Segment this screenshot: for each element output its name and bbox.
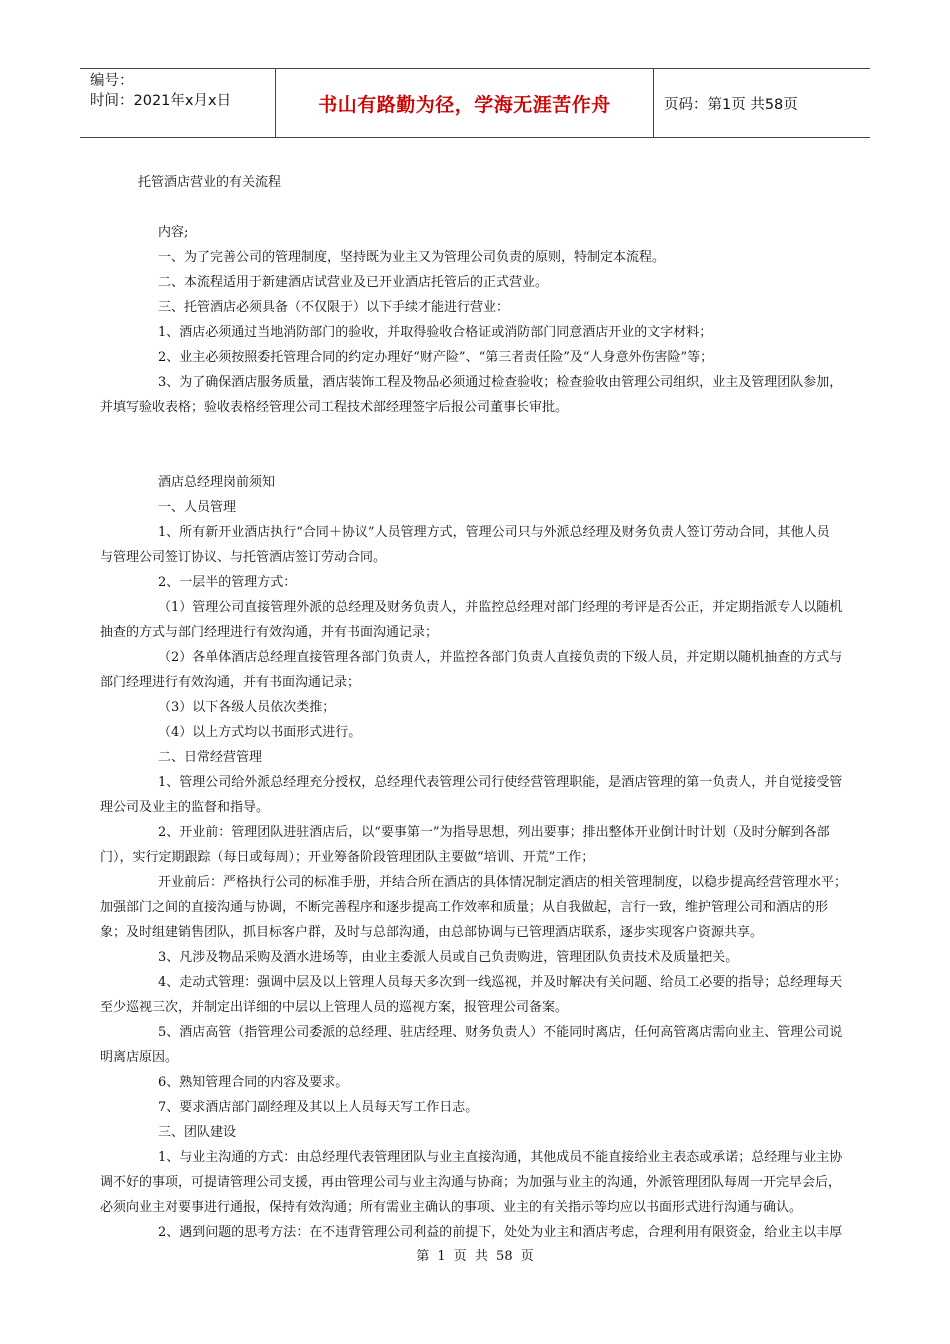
paragraph-line: 2、一层半的管理方式： [158,575,297,590]
header-page-code: 页码：第1页 共58页 [664,96,798,113]
paragraph-line: 至少巡视三次，并制定出详细的中层以上管理人员的巡视方案，报管理公司备案。 [100,1000,569,1015]
paragraph-line: 6、熟知管理合同的内容及要求。 [158,1075,349,1090]
header-motto: 书山有路勤为径，学海无涯苦作舟 [276,69,654,137]
paragraph-line: 并填写验收表格；验收表格经管理公司工程技术部经理签字后报公司董事长审批。 [100,400,569,415]
paragraph-line: （4）以上方式均以书面形式进行。 [158,725,362,740]
paragraph-line: 抽查的方式与部门经理进行有效沟通，并有书面沟通记录； [100,625,439,640]
section-heading: 二、日常经营管理 [158,750,263,765]
page-footer: 第 1 页 共 58 页 [416,1249,534,1264]
time-label: 时间：2021年x月x日 [90,93,232,109]
paragraph-line: 与管理公司签订协议、与托管酒店签订劳动合同。 [100,550,387,565]
paragraph-line: 三、托管酒店必须具备（不仅限于）以下手续才能进行营业： [158,300,510,315]
paragraph-line: 1、酒店必须通过当地消防部门的验收，并取得验收合格证或消防部门同意酒店开业的文字材料； [158,325,713,340]
paragraph-line: 内容; [158,225,189,240]
paragraph-line: 4、走动式管理：强调中层及以上管理人员每天多次到一线巡视，并及时解决有关问题、给员工必要的指导；总经理每天 [158,975,843,990]
section-heading: 三、团队建设 [158,1125,237,1140]
paragraph-line: 明离店原因。 [100,1050,179,1065]
paragraph-line: 加强部门之间的直接沟通与协调，不断完善程序和逐步提高工作效率和质量；从自我做起，言行一致，维护管理公司和酒店的形 [100,900,829,915]
section-title: 酒店总经理岗前须知 [158,475,276,490]
paragraph-line: 1、与业主沟通的方式：由总经理代表管理团队与业主直接沟通，其他成员不能直接给业主表态或承诺；总经理与业主协 [158,1150,843,1165]
paragraph-line: 3、凡涉及物品采购及酒水进场等，由业主委派人员或自己负责购进，管理团队负责技术及质量把关。 [158,950,739,965]
paragraph-line: 2、业主必须按照委托管理合同的约定办理好“财产险”、“第三者责任险”及“人身意外伤害险”等； [158,350,714,365]
number-label: 编号： [90,73,134,89]
paragraph-line: 二、本流程适用于新建酒店试营业及已开业酒店托管后的正式营业。 [158,275,549,290]
paragraph-line: 2、遇到问题的思考方法：在不违背管理公司利益的前提下，处处为业主和酒店考虑，合理利用有限资金，给业主以丰厚 [158,1225,843,1240]
paragraph-line: 1、管理公司给外派总经理充分授权，总经理代表管理公司行使经营管理职能，是酒店管理的第一负责人，并自觉接受管 [158,775,843,790]
paragraph-line: 必须向业主对要事进行通报，保持有效沟通；所有需业主确认的事项、业主的有关指示等均应以书面形式进行沟通与确认。 [100,1200,803,1215]
paragraph-line: 一、为了完善公司的管理制度，坚持既为业主又为管理公司负责的原则，特制定本流程。 [158,250,666,265]
paragraph-line: 2、开业前：管理团队进驻酒店后，以“要事第一”为指导思想，列出要事；排出整体开业倒计时计划（及时分解到各部 [158,825,830,840]
paragraph-line: 调不好的事项，可提请管理公司支援，再由管理公司与业主沟通与协商；为加强与业主的沟通，外派管理团队每周一开完早会后， [100,1175,842,1190]
paragraph-line: （2）各单体酒店总经理直接管理各部门负责人，并监控各部门负责人直接负责的下级人员，并定期以随机抽查的方式与 [158,650,843,665]
doc-title: 托管酒店营业的有关流程 [138,175,282,190]
paragraph-line: 开业前后：严格执行公司的标准手册，并结合所在酒店的具体情况制定酒店的相关管理制度，以稳步提高经营管理水平； [158,875,848,890]
page-header [80,68,870,138]
paragraph-line: 3、为了确保酒店服务质量，酒店装饰工程及物品必须通过检查验收；检查验收由管理公司组织，业主及管理团队参加， [158,375,843,390]
paragraph-line: （1）管理公司直接管理外派的总经理及财务负责人，并监控总经理对部门经理的考评是否公正，并定期指派专人以随机 [158,600,843,615]
paragraph-line: 部门经理进行有效沟通，并有书面沟通记录； [100,675,361,690]
paragraph-line: （3）以下各级人员依次类推； [158,700,336,715]
paragraph-line: 门），实行定期跟踪（每日或每周）；开业筹备阶段管理团队主要做“培训、开荒”工作； [100,850,595,865]
paragraph-line: 1、所有新开业酒店执行“合同＋协议”人员管理方式，管理公司只与外派总经理及财务负责人签订劳动合同，其他人员 [158,525,830,540]
paragraph-line: 5、酒店高管（指管理公司委派的总经理、驻店经理、财务负责人）不能同时离店，任何高管离店需向业主、管理公司说 [158,1025,843,1040]
header-meta [80,69,276,137]
paragraph-line: 理公司及业主的监督和指导。 [100,800,270,815]
document-body [100,170,920,1245]
section-heading: 一、人员管理 [158,500,237,515]
paragraph-line: 7、要求酒店部门副经理及其以上人员每天写工作日志。 [158,1100,479,1115]
paragraph-line: 象；及时组建销售团队，抓目标客户群，及时与总部沟通，由总部协调与已管理酒店联系，逐步实现客户资源共享。 [100,925,764,940]
